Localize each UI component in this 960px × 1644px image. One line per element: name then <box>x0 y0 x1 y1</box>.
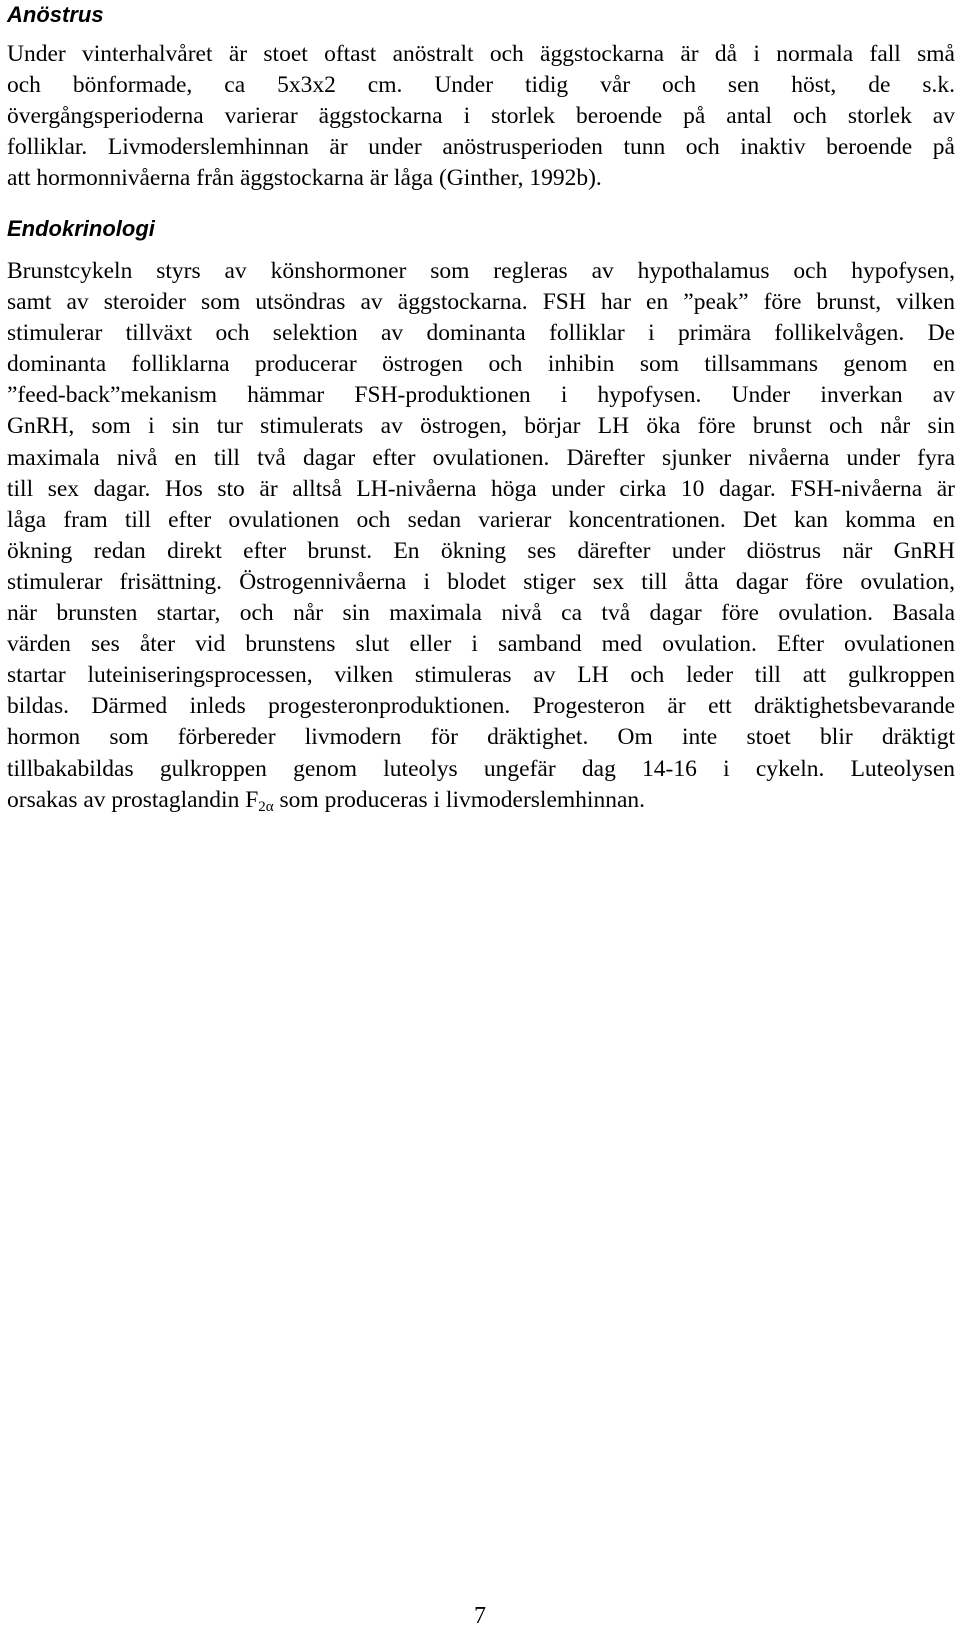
paragraph-endokrinologi <box>7 256 955 816</box>
section-heading-anostrus: Anöstrus <box>7 2 104 27</box>
text-line: värden ses åter vid brunstens slut eller i samband med ovulation. Efter ovulationen <box>7 631 955 658</box>
text-line: hormon som förbereder livmodern för dräktighet. Om inte stoet blir dräktigt <box>7 724 955 751</box>
text-line: bildas. Därmed inleds progesteronproduktionen. Progesteron är ett dräktighetsbevarande <box>7 693 955 720</box>
text-line-final <box>7 785 955 816</box>
page-number: 7 <box>474 1603 486 1629</box>
subscript: 2α <box>258 798 274 815</box>
text-fragment: som produceras i livmoderslemhinnan. <box>273 786 645 813</box>
text-line: att hormonnivåerna från äggstockarna är låga (Ginther, 1992b). <box>7 165 602 192</box>
text-line: samt av steroider som utsöndras av äggstockarna. FSH har en ”peak” före brunst, vilken <box>7 289 955 316</box>
text-line: stimulerar frisättning. Östrogennivåerna i blodet stiger sex till åtta dagar före ovulation, <box>7 568 955 595</box>
text-line: till sex dagar. Hos sto är alltså LH-nivåerna höga under cirka 10 dagar. FSH-nivåerna är <box>7 475 955 502</box>
text-line: dominanta folliklarna producerar östrogen och inhibin som tillsammans genom en <box>7 351 955 378</box>
text-line: när brunsten startar, och når sin maximala nivå ca två dagar före ovulation. Basala <box>7 600 955 627</box>
text-line: och bönformade, ca 5x3x2 cm. Under tidig vår och sen höst, de s.k. <box>7 72 955 99</box>
text-line: folliklar. Livmoderslemhinnan är under anöstrusperioden tunn och inaktiv beroende på <box>7 134 955 161</box>
text-line: låga fram till efter ovulationen och sedan varierar koncentrationen. Det kan komma en <box>7 506 955 533</box>
section-heading-endokrinologi: Endokrinologi <box>7 216 155 241</box>
paragraph-anostrus <box>7 39 955 194</box>
text-line: Under vinterhalvåret är stoet oftast anöstralt och äggstockarna är då i normala fall små <box>7 41 955 67</box>
text-line: ökning redan direkt efter brunst. En ökning ses därefter under diöstrus när GnRH <box>7 537 955 564</box>
text-line: startar luteiniseringsprocessen, vilken stimuleras av LH och leder till att gulkroppen <box>7 662 955 689</box>
text-line: stimulerar tillväxt och selektion av dominanta folliklar i primära follikelvågen. De <box>7 320 955 347</box>
text-fragment: orsakas av prostaglandin F <box>7 786 259 813</box>
text-line: tillbakabildas gulkroppen genom luteolys ungefär dag 14-16 i cykeln. Luteolysen <box>7 755 955 782</box>
text-line: GnRH, som i sin tur stimulerats av östrogen, börjar LH öka före brunst och når sin <box>7 413 955 440</box>
text-line: övergångsperioderna varierar äggstockarna i storlek beroende på antal och storlek av <box>7 103 955 130</box>
text-line: ”feed-back”mekanism hämmar FSH-produktionen i hypofysen. Under inverkan av <box>7 382 955 409</box>
text-line: maximala nivå en till två dagar efter ovulationen. Därefter sjunker nivåerna under fyra <box>7 444 955 471</box>
text-line: Brunstcykeln styrs av könshormoner som regleras av hypothalamus och hypofysen, <box>7 258 955 284</box>
